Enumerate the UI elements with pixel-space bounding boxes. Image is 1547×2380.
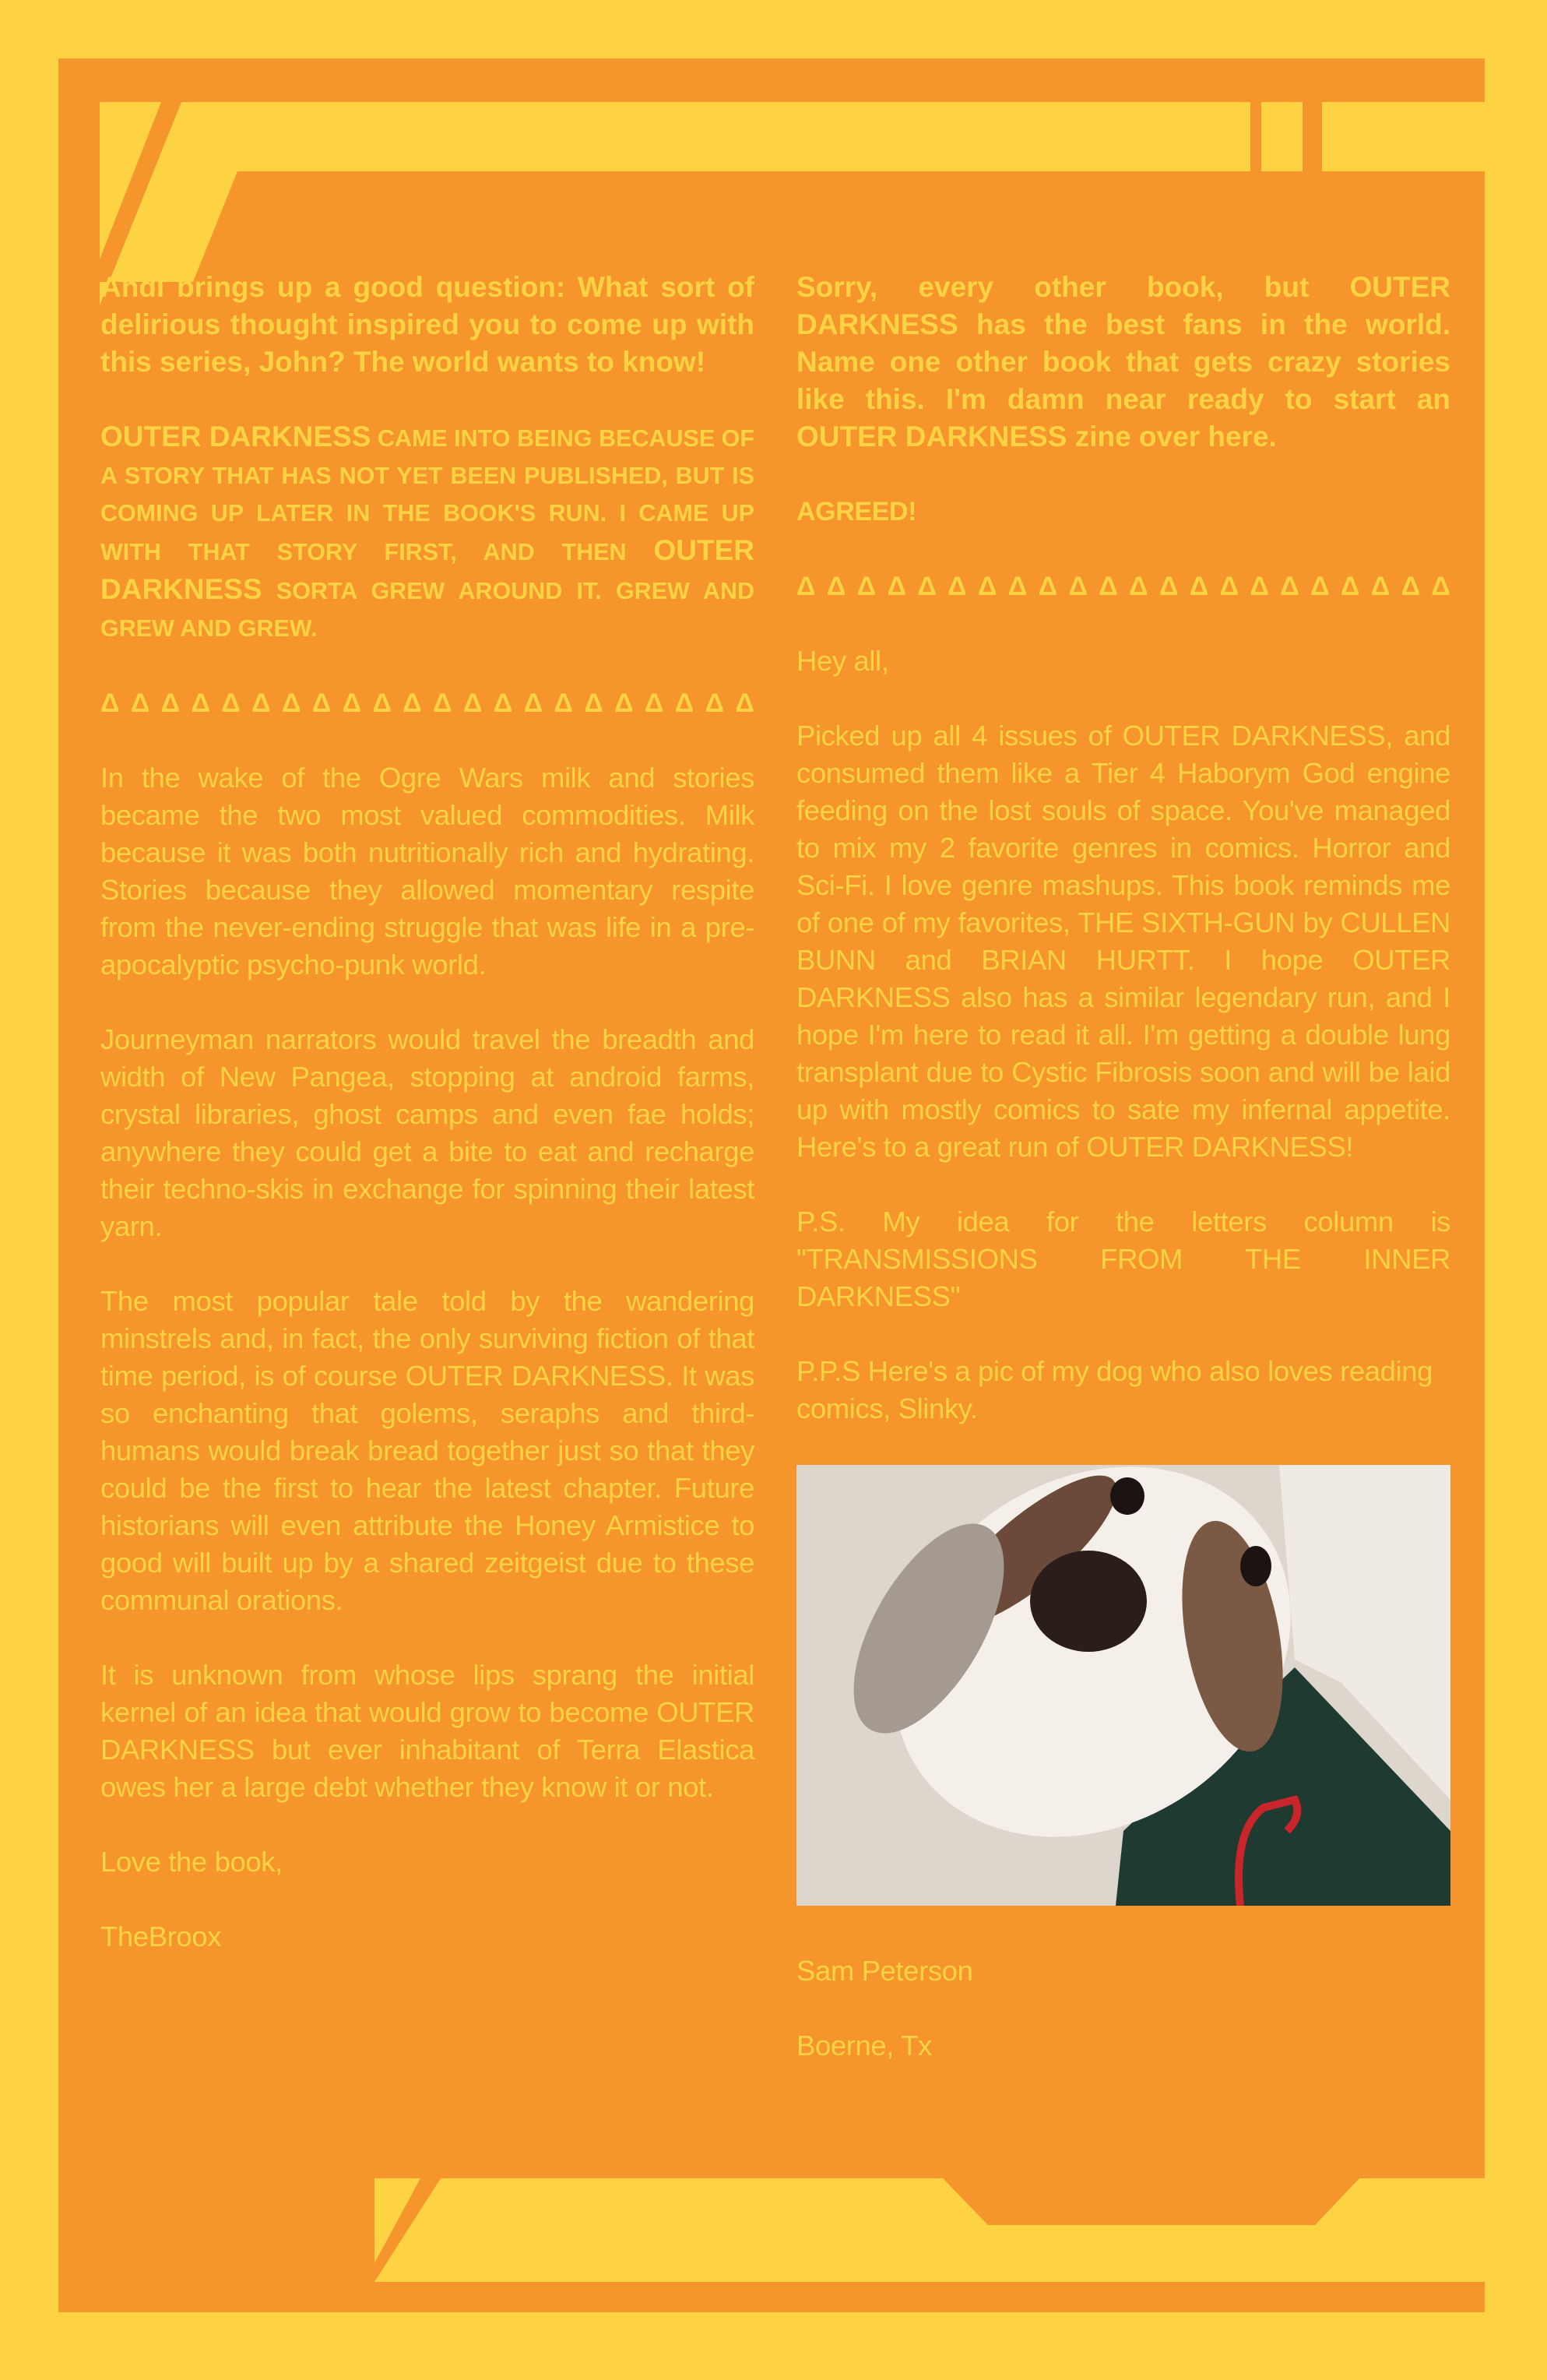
- letter-greeting: Hey all,: [796, 645, 889, 677]
- triangle-divider: [100, 685, 754, 722]
- triangle-icon: Δ: [311, 688, 332, 718]
- letter-paragraph: Picked up all 4 issues of OUTER DARKNESS, and consumed them like a Tier 4 Haborym God engine feeding on the lost souls of space. You've managed to mix my 2 favorite genres in comics. Horror and Sci-Fi. I love genre mashups. This book reminds me of one of my favorites, THE SIXTH-GUN by CULLEN BUNN and BRIAN HURTT. I hope OUTER DARKNESS also has a similar legendary run, and I hope I'm here to read it all. I'm getting a double lung transplant due to Cystic Fibrosis soon and will be laid up with mostly comics to sate my infernal appetite. Here's to a great run of OUTER DARKNESS!: [796, 720, 1450, 1163]
- creator-agreed: AGREED!: [796, 497, 916, 526]
- triangle-icon: Δ: [251, 688, 271, 718]
- triangle-icon: Δ: [1431, 572, 1450, 601]
- header-small-block-shape: [1261, 102, 1303, 171]
- triangle-icon: Δ: [887, 572, 906, 601]
- triangle-icon: Δ: [614, 688, 634, 718]
- triangle-icon: Δ: [462, 688, 483, 718]
- footer-main-bar-shape: [374, 2178, 1485, 2282]
- triangle-icon: Δ: [433, 688, 452, 718]
- left-column: [100, 269, 754, 1993]
- triangle-icon: Δ: [1250, 572, 1269, 601]
- triangle-icon: Δ: [1129, 572, 1148, 601]
- triangle-icon: Δ: [221, 688, 241, 718]
- triangle-icon: Δ: [856, 572, 877, 601]
- letter-signature-location: Boerne, Tx: [796, 2030, 932, 2061]
- letter-signature-name: Sam Peterson: [796, 1955, 973, 1987]
- triangle-icon: Δ: [1038, 572, 1058, 601]
- dog-photo: [796, 1465, 1450, 1906]
- right-column: [796, 269, 1450, 2102]
- triangle-icon: Δ: [1007, 572, 1028, 601]
- letter-paragraph: In the wake of the Ogre Wars milk and stories became the two most valued commodities. Milk because it was both nutritionally rich and hydrating. Stories because they allowed momentary respite from the never-ending struggle that was life in a pre-apocalyptic psycho-punk world.: [100, 762, 754, 981]
- triangle-icon: Δ: [523, 688, 543, 718]
- triangle-icon: Δ: [917, 572, 937, 601]
- triangle-icon: Δ: [1280, 572, 1299, 601]
- creator-answer: [100, 418, 754, 647]
- answer-text-1: CAME INTO BEING BECAUSE OF A STORY THAT HAS NOT YET BEEN PUBLISHED, BUT IS COMING UP LATER IN THE BOOK'S RUN. I CAME UP WITH THAT STORY FIRST, AND THEN: [100, 425, 754, 565]
- answer-text-2: SORTA GREW AROUND IT. GREW AND GREW AND GREW.: [100, 578, 754, 642]
- letter-signoff: Love the book,: [100, 1846, 283, 1878]
- triangle-icon: Δ: [735, 688, 754, 718]
- letter-paragraph: P.S. My idea for the letters column is "TRANSMISSIONS FROM THE INNER DARKNESS": [796, 1206, 1450, 1312]
- triangle-icon: Δ: [1099, 572, 1118, 601]
- dog-photo-illustration: [796, 1465, 1450, 1906]
- triangle-icon: Δ: [1068, 572, 1088, 601]
- triangle-icon: Δ: [977, 572, 997, 601]
- triangle-icon: Δ: [584, 688, 603, 718]
- triangle-divider: [796, 568, 1450, 605]
- editor-reply: Sorry, every other book, but OUTER DARKNESS has the best fans in the world. Name one other book that gets crazy stories like this. I'm damn near ready to start an OUTER DARKNESS zine over here.: [796, 271, 1450, 452]
- triangle-icon: Δ: [281, 688, 301, 718]
- triangle-icon: Δ: [1219, 572, 1239, 601]
- triangle-icon: Δ: [674, 688, 694, 718]
- triangle-icon: Δ: [1189, 572, 1209, 601]
- triangle-icon: Δ: [342, 688, 362, 718]
- triangle-icon: Δ: [160, 688, 181, 718]
- triangle-icon: Δ: [826, 572, 846, 601]
- letter-paragraph: P.P.S Here's a pic of my dog who also loves reading comics, Slinky.: [796, 1355, 1433, 1424]
- letter-signature: TheBroox: [100, 1921, 222, 1952]
- editor-question: Andi brings up a good question: What sort of delirious thought inspired you to come up with this series, John? The world wants to know!: [100, 271, 754, 378]
- letter-paragraph: It is unknown from whose lips sprang the initial kernel of an idea that would grow to become OUTER DARKNESS but ever inhabitant of Terra Elastica owes her a large debt whether they know it or not.: [100, 1659, 754, 1803]
- triangle-icon: Δ: [403, 688, 422, 718]
- triangle-icon: Δ: [191, 688, 210, 718]
- triangle-icon: Δ: [948, 572, 967, 601]
- letter-paragraph: The most popular tale told by the wandering minstrels and, in fact, the only surviving fiction of that time period, is of course OUTER DARKNESS. It was so enchanting that golems, seraphs and third-humans would break bread together just so that they could be the first to hear the latest chapter. Future historians will even attribute the Honey Armistice to good will built up by a shared zeitgeist due to these communal orations.: [100, 1285, 754, 1616]
- triangle-icon: Δ: [644, 688, 664, 718]
- triangle-icon: Δ: [130, 688, 150, 718]
- triangle-icon: Δ: [1158, 572, 1179, 601]
- triangle-icon: Δ: [493, 688, 513, 718]
- triangle-icon: Δ: [554, 688, 573, 718]
- answer-title-2: OUTER DARKNESS: [100, 534, 754, 605]
- letter-paragraph: Journeyman narrators would travel the breadth and width of New Pangea, stopping at android farms, crystal libraries, ghost camps and even fae holds; anywhere they could get a bite to eat and recharge their techno-skis in exchange for spinning their latest yarn.: [100, 1023, 754, 1242]
- triangle-icon: Δ: [1370, 572, 1391, 601]
- triangle-icon: Δ: [705, 688, 724, 718]
- triangle-icon: Δ: [100, 688, 120, 718]
- header-right-bar-shape: [1322, 102, 1485, 171]
- triangle-icon: Δ: [1401, 572, 1420, 601]
- triangle-icon: Δ: [1340, 572, 1360, 601]
- triangle-icon: Δ: [1310, 572, 1330, 601]
- answer-title-1: OUTER DARKNESS: [100, 421, 371, 452]
- triangle-icon: Δ: [796, 572, 816, 601]
- triangle-icon: Δ: [372, 688, 392, 718]
